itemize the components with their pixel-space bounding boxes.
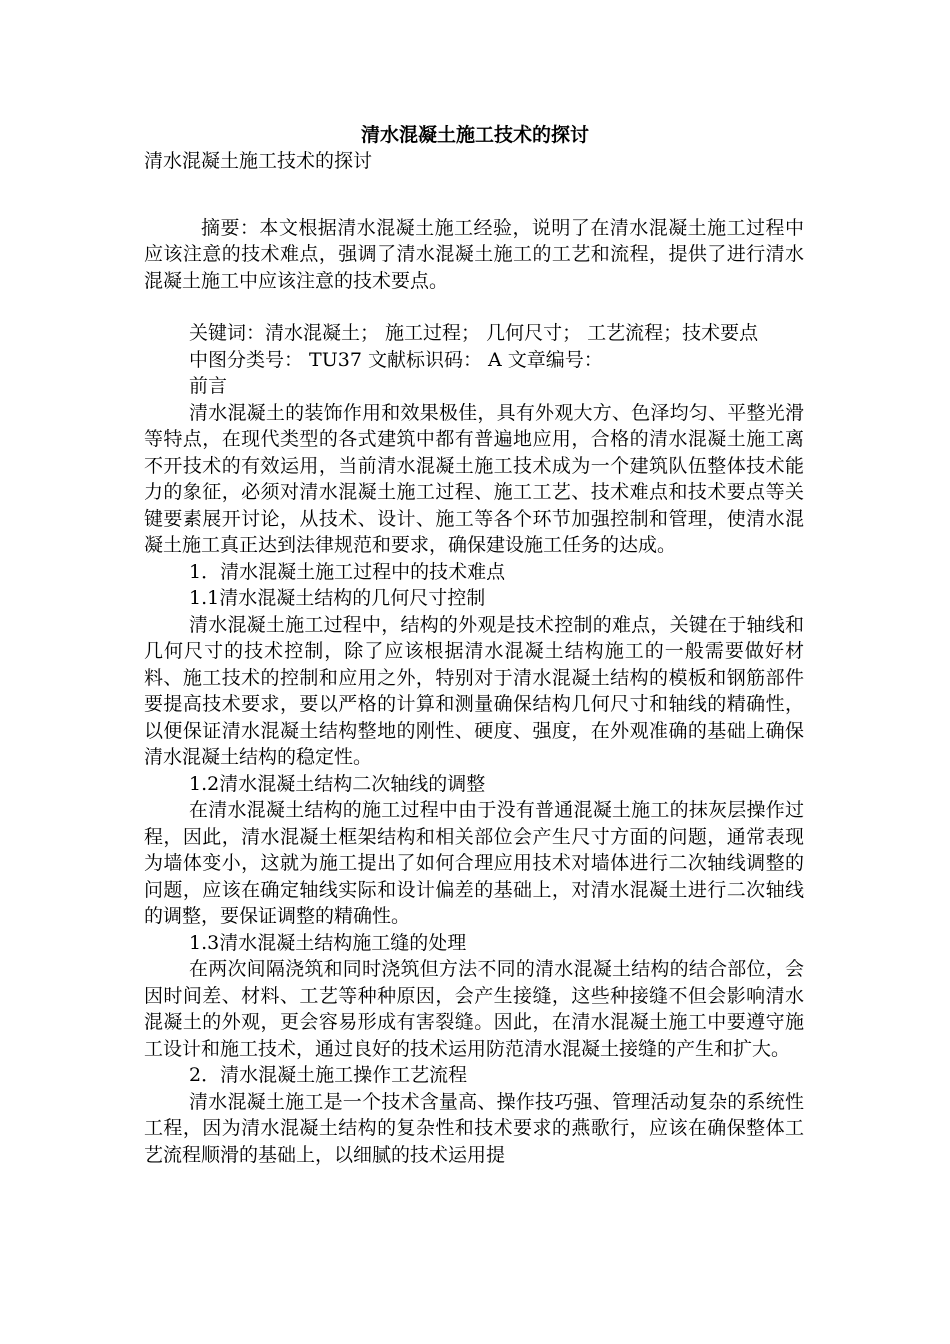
section-2-heading: 2．清水混凝土施工操作工艺流程 <box>189 1064 468 1086</box>
section-1-2-heading: 1.2清水混凝土结构二次轴线的调整 <box>189 772 486 795</box>
section-2-paragraph: 清水混凝土施工是一个技术含量高、操作技巧强、管理活动复杂的系统性工程，因为清水混凝土结构的复杂性和技术要求的燕歌行，应该在确保整体工艺流程顺滑的基础上，以细腻的技术运用提 <box>144 1090 804 1166</box>
section-1-2-paragraph: 在清水混凝土结构的施工过程中由于没有普通混凝土施工的抹灰层操作过程，因此，清水混凝土框架结构和相关部位会产生尺寸方面的问题，通常表现为墙体变小，这就为施工提出了如何合理应用技术对墙体进行二次轴线调整的问题，应该在确定轴线实际和设计偏差的基础上，对清水混凝土进行二次轴线的调整，要保证调整的精确性。 <box>144 799 804 927</box>
keywords-paragraph: 关键词：清水混凝土； 施工过程； 几何尺寸； 工艺流程；技术要点 <box>189 322 759 344</box>
section-1-1-paragraph: 清水混凝土施工过程中，结构的外观是技术控制的难点，关键在于轴线和几何尺寸的技术控制，除了应该根据清水混凝土结构施工的一般需要做好材料、施工技术的控制和应用之外，特别对于清水混凝土结构的模板和钢筋部件要提高技术要求，要以严格的计算和测量确保结构几何尺寸和轴线的精确性，以便保证清水混凝土结构整地的刚性、硬度、强度，在外观准确的基础上确保清水混凝土结构的稳定性。 <box>144 613 804 768</box>
preface-paragraph: 清水混凝土的装饰作用和效果极佳，具有外观大方、色泽均匀、平整光滑等特点，在现代类型的各式建筑中都有普遍地应用，合格的清水混凝土施工离不开技术的有效运用，当前清水混凝土施工技术成为一个建筑队伍整体技术能力的象征，必须对清水混凝土施工过程、施工工艺、技术难点和技术要点等关键要素展开讨论，从技术、设计、施工等各个环节加强控制和管理，使清水混凝土施工真正达到法律规范和要求，确保建设施工任务的达成。 <box>144 401 804 556</box>
spacer <box>144 195 804 215</box>
classification-line: 中图分类号： TU37 文献标识码： A 文章编号： <box>189 348 603 371</box>
spacer <box>144 294 804 320</box>
spacer <box>144 175 804 195</box>
section-1-heading: 1．清水混凝土施工过程中的技术难点 <box>189 560 506 583</box>
section-1-3-heading: 1.3清水混凝土结构施工缝的处理 <box>189 931 467 954</box>
document-body <box>144 148 804 1168</box>
section-1-3-paragraph: 在两次间隔浇筑和同时浇筑但方法不同的清水混凝土结构的结合部位，会因时间差、材料、工艺等种种原因，会产生接缝，这些种接缝不但会影响清水混凝土的外观，更会容易形成有害裂缝。因此，在清水混凝土施工中要遵守施工设计和施工技术，通过良好的技术运用防范清水混凝土接缝的产生和扩大。 <box>144 958 804 1060</box>
document-title: 清水混凝土施工技术的探讨 <box>360 124 589 146</box>
section-1-1-heading: 1.1清水混凝土结构的几何尺寸控制 <box>189 587 486 609</box>
preface-heading: 前言 <box>189 375 228 397</box>
document-subtitle: 清水混凝土施工技术的探讨 <box>144 150 373 172</box>
abstract-paragraph: 摘要：本文根据清水混凝土施工经验，说明了在清水混凝土施工过程中应该注意的技术难点，强调了清水混凝土施工的工艺和流程，提供了进行清水混凝土施工中应该注意的技术要点。 <box>144 216 804 292</box>
